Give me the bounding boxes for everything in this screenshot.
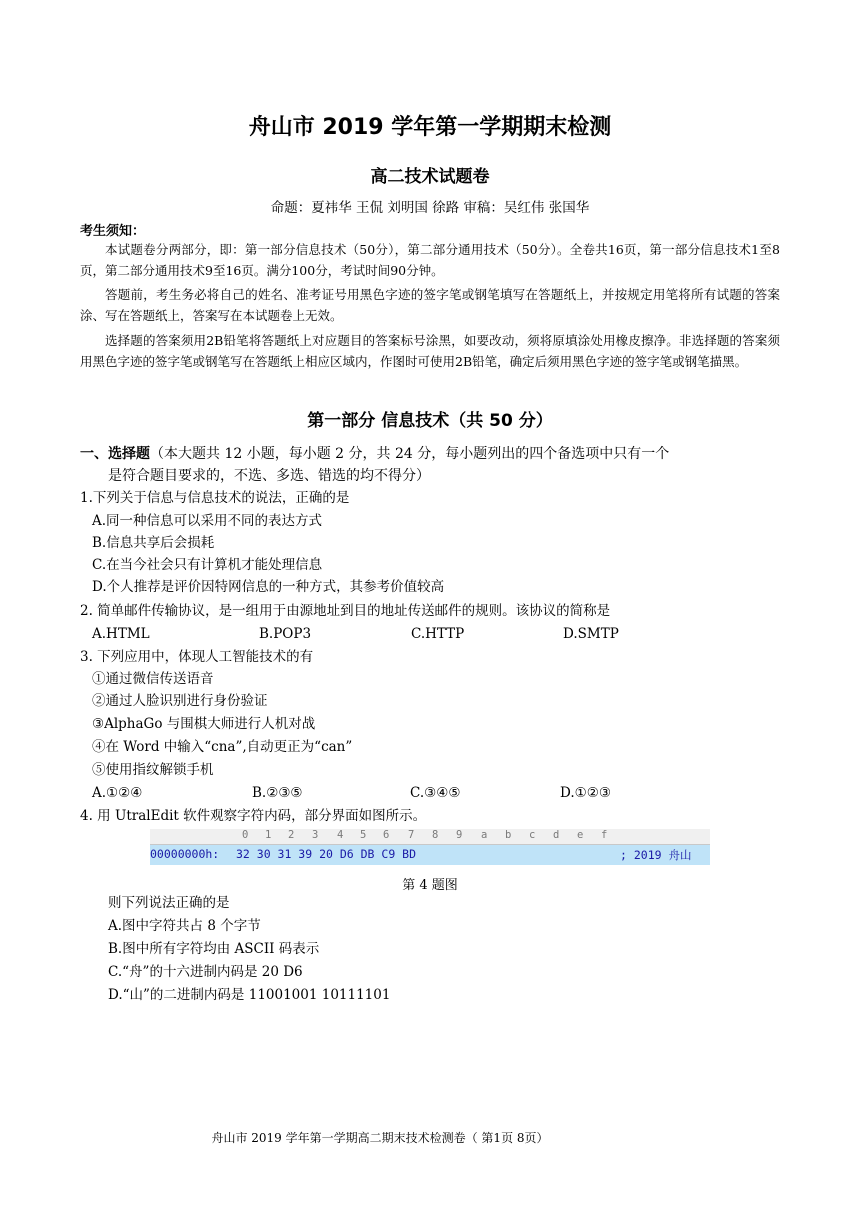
hex-col-5: 5 — [360, 829, 367, 841]
q2-option-b: B.POP3 — [259, 626, 312, 642]
q3-item-5: ⑤使用指纹解锁手机 — [92, 762, 214, 778]
notice-text-2: 答题前，考生务必将自己的姓名、准考证号用黑色字迹的签字笔或钢笔填写在答题纸上，并按规定用笔将所有试题的答案涂、写在答题纸上，答案写在本试题卷上无效。 — [80, 287, 780, 323]
notice-paragraph-3 — [80, 330, 780, 372]
hex-address: 00000000h: — [150, 847, 220, 861]
question-3-stem: 3. 下列应用中，体现人工智能技术的有 — [80, 649, 314, 665]
q4-lead: 则下列说法正确的是 — [108, 895, 230, 911]
exam-subtitle: 高二技术试题卷 — [370, 167, 490, 187]
q3-item-2: ②通过人脸识别进行身份验证 — [92, 693, 268, 709]
hex-col-b: b — [505, 829, 512, 841]
hex-col-2: 2 — [288, 829, 295, 841]
q1-option-a: A.同一种信息可以采用不同的表达方式 — [92, 513, 323, 529]
q3-option-d: D.①②③ — [560, 785, 611, 801]
q3-item-4: ④在 Word 中输入“cna”,自动更正为“can” — [92, 739, 353, 755]
notice-text-3: 选择题的答案须用2B铅笔将答题纸上对应题目的答案标号涂黑，如要改动，须将原填涂处用橡皮擦净。非选择题的答案须用黑色字迹的签字笔或钢笔写在答题纸上相应区域内，作图时可使用2B铅笔，确定后须用黑色字迹的签字笔或钢笔描黑。 — [80, 333, 780, 369]
hex-col-0: 0 — [242, 829, 249, 841]
hex-data-row — [150, 845, 710, 865]
q4-option-c: C.“舟”的十六进制内码是 20 D6 — [108, 964, 303, 980]
hex-col-9: 9 — [456, 829, 463, 841]
authors-line: 命题：夏祎华 王侃 刘明国 徐路 审稿：吴红伟 张国华 — [270, 200, 590, 216]
q2-option-c: C.HTTP — [411, 626, 465, 642]
part-heading — [80, 443, 785, 487]
hex-editor-figure — [150, 829, 710, 865]
notice-text-1: 本试题卷分两部分，即：第一部分信息技术（50分），第二部分通用技术（50分）。全卷共16页，第一部分信息技术1至8页，第二部分通用技术9至16页。满分100分，考试时间90分钟。 — [80, 242, 780, 278]
hex-column-header — [150, 829, 710, 845]
hex-col-7: 7 — [408, 829, 415, 841]
question-2-stem: 2. 简单邮件传输协议，是一组用于由源地址到目的地址传送邮件的规则。该协议的简称是 — [80, 603, 611, 619]
q1-option-c: C.在当今社会只有计算机才能处理信息 — [92, 557, 323, 573]
hex-col-d: d — [553, 829, 560, 841]
hex-col-1: 1 — [265, 829, 272, 841]
page-footer: 舟山市 2019 学年第一学期高二期末技术检测卷（ 第1页 8页） — [211, 1131, 549, 1145]
q2-option-d: D.SMTP — [563, 626, 619, 642]
notice-heading: 考生须知： — [80, 224, 146, 239]
hex-col-f: f — [601, 829, 608, 841]
figure-caption: 第 4 题图 — [402, 878, 458, 893]
part-description: （本大题共 12 小题，每小题 2 分，共 24 分，每小题列出的四个备选项中只有一个 — [150, 446, 670, 462]
question-1-stem: 1.下列关于信息与信息技术的说法，正确的是 — [80, 490, 350, 506]
hex-bytes: 32 30 31 39 20 D6 DB C9 BD — [236, 847, 417, 861]
hex-col-e: e — [577, 829, 584, 841]
notice-paragraph-1 — [80, 239, 780, 281]
q4-option-a: A.图中字符共占 8 个字节 — [108, 918, 261, 934]
exam-title: 舟山市 2019 学年第一学期期末检测 — [248, 115, 612, 140]
q3-option-b: B.②③⑤ — [252, 785, 303, 801]
q1-option-b: B.信息共享后会损耗 — [92, 535, 215, 551]
hex-text-preview: ; 2019 舟山 — [620, 848, 692, 862]
q3-option-a: A.①②④ — [92, 785, 143, 801]
q4-option-b: B.图中所有字符均由 ASCII 码表示 — [108, 941, 320, 957]
q1-option-d: D.个人推荐是评价因特网信息的一种方式，其参考价值较高 — [92, 579, 445, 595]
hex-col-a: a — [481, 829, 488, 841]
q3-item-3: ③AlphaGo 与围棋大师进行人机对战 — [92, 716, 316, 732]
part-description-continued: 是符合题目要求的，不选、多选、错选的均不得分） — [108, 468, 430, 484]
hex-col-c: c — [529, 829, 536, 841]
q3-option-c: C.③④⑤ — [410, 785, 461, 801]
part-label: 一、选择题 — [80, 446, 150, 462]
q4-option-d: D.“山”的二进制内码是 11001001 10111101 — [108, 987, 391, 1003]
section-title: 第一部分 信息技术（共 50 分） — [307, 411, 553, 431]
question-4-stem: 4. 用 UtralEdit 软件观察字符内码，部分界面如图所示。 — [80, 808, 427, 824]
q2-option-a: A.HTML — [92, 626, 150, 642]
hex-col-8: 8 — [432, 829, 439, 841]
hex-col-4: 4 — [337, 829, 344, 841]
hex-col-3: 3 — [312, 829, 319, 841]
notice-paragraph-2 — [80, 284, 780, 326]
q3-item-1: ①通过微信传送语音 — [92, 671, 214, 687]
hex-col-6: 6 — [383, 829, 390, 841]
